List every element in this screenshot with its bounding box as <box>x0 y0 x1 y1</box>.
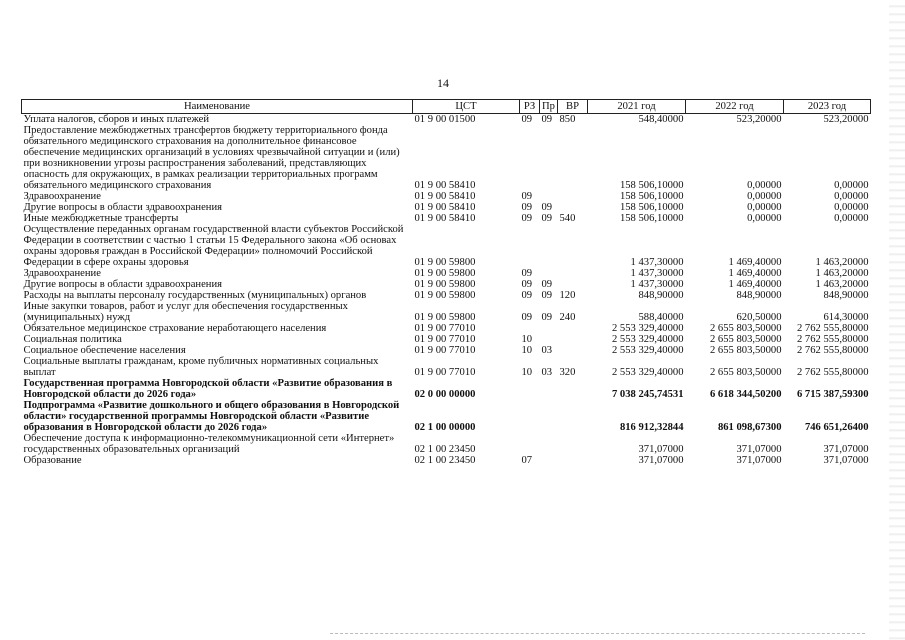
row-subsection: 09 <box>541 312 553 323</box>
row-name: Здравоохранение <box>23 268 101 279</box>
row-expense-type <box>558 433 588 455</box>
row-subsection <box>540 268 558 279</box>
row-expense-type <box>558 345 588 356</box>
row-value-2023: 371,07000 <box>823 455 869 466</box>
row-section <box>520 224 540 268</box>
row-expense-type <box>558 202 588 213</box>
row-code: 01 9 00 58410 <box>414 191 476 202</box>
row-expense-type: 850 <box>559 114 576 125</box>
row-name: Иные межбюджетные трансферты <box>23 213 179 224</box>
row-code: 01 9 00 77010 <box>414 345 476 356</box>
table-row <box>22 400 871 433</box>
row-value-2021: 158 506,10000 <box>619 191 684 202</box>
row-value-2021: 371,07000 <box>638 444 684 455</box>
row-section: 09 <box>521 312 533 323</box>
row-value-2023: 2 762 555,80000 <box>796 334 869 345</box>
row-section <box>520 323 540 334</box>
row-value-2022: 0,00000 <box>747 180 782 191</box>
row-name: Социальное обеспечение населения <box>23 345 186 356</box>
row-subsection <box>540 191 558 202</box>
row-value-2023: 2 762 555,80000 <box>796 323 869 334</box>
row-value-2022: 848,90000 <box>736 290 782 301</box>
row-subsection: 09 <box>541 279 553 290</box>
table-row <box>22 455 871 466</box>
row-code: 02 1 00 00000 <box>414 422 476 433</box>
row-value-2023: 746 651,26400 <box>804 422 869 433</box>
row-expense-type <box>558 125 588 191</box>
row-code: 01 9 00 59800 <box>414 268 476 279</box>
table-row <box>22 191 871 202</box>
row-name: Социальные выплаты гражданам, кроме публичных нормативных социальных выплат <box>23 356 379 378</box>
row-subsection <box>540 334 558 345</box>
row-expense-type <box>558 224 588 268</box>
row-section: 10 <box>521 334 533 345</box>
row-subsection: 09 <box>541 202 553 213</box>
row-value-2021: 158 506,10000 <box>619 213 684 224</box>
row-name: Здравоохранение <box>23 191 101 202</box>
row-value-2023: 2 762 555,80000 <box>796 367 869 378</box>
row-value-2023: 0,00000 <box>834 202 869 213</box>
row-value-2021: 2 553 329,40000 <box>611 323 684 334</box>
row-value-2021: 7 038 245,74531 <box>611 389 684 400</box>
row-section: 10 <box>521 367 533 378</box>
row-expense-type <box>558 455 588 466</box>
row-value-2021: 158 506,10000 <box>619 180 684 191</box>
row-subsection: 03 <box>541 345 553 356</box>
row-value-2023: 1 463,20000 <box>815 257 869 268</box>
row-section: 09 <box>521 213 533 224</box>
row-value-2021: 1 437,30000 <box>630 279 684 290</box>
row-subsection <box>540 433 558 455</box>
header-subsection: Пр <box>540 100 558 114</box>
table-row <box>22 202 871 213</box>
table-body <box>22 114 871 467</box>
row-name: Подпрограмма «Развитие дошкольного и общего образования в Новгородской области» государственной программы Новгородской области «Развитие образования в Новгородской области до 2026 года» <box>23 400 400 433</box>
row-value-2022: 371,07000 <box>736 444 782 455</box>
row-name: Обязательное медицинское страхование неработающего населения <box>23 323 327 334</box>
table-row <box>22 334 871 345</box>
row-value-2023: 0,00000 <box>834 191 869 202</box>
row-name: Государственная программа Новгородской области «Развитие образования в Новгородской области до 2026 года» <box>23 378 393 400</box>
scan-bottom-artifact <box>330 633 865 634</box>
table-row <box>22 378 871 400</box>
header-name: Наименование <box>22 100 413 114</box>
row-subsection: 03 <box>541 367 553 378</box>
row-value-2022: 371,07000 <box>736 455 782 466</box>
row-value-2021: 2 553 329,40000 <box>611 367 684 378</box>
table-row <box>22 224 871 268</box>
row-name: Осуществление переданных органам государственной власти субъектов Российской Федерации в соответствии с частью 1 статьи 15 Федерального закона «Об основах охраны здоровья граждан в Российской Федерации» полномочий Российской Федерации в сфере охраны здоровья <box>23 224 404 268</box>
row-code: 01 9 00 59800 <box>414 257 476 268</box>
row-code: 01 9 00 77010 <box>414 334 476 345</box>
row-subsection <box>540 323 558 334</box>
row-name: Уплата налогов, сборов и иных платежей <box>23 114 210 125</box>
table-row <box>22 301 871 323</box>
scan-edge-artifact <box>889 0 905 640</box>
row-value-2021: 2 553 329,40000 <box>611 345 684 356</box>
row-subsection <box>540 378 558 400</box>
row-name: Обеспечение доступа к информационно-телекоммуникационной сети «Интернет» государственных образовательных организаций <box>23 433 395 455</box>
row-value-2022: 0,00000 <box>747 213 782 224</box>
row-code: 01 9 00 58410 <box>414 180 476 191</box>
row-name: Образование <box>23 455 82 466</box>
row-subsection <box>540 455 558 466</box>
row-subsection <box>540 224 558 268</box>
table-row <box>22 323 871 334</box>
row-value-2023: 0,00000 <box>834 213 869 224</box>
row-value-2023: 2 762 555,80000 <box>796 345 869 356</box>
row-value-2021: 816 912,32844 <box>619 422 684 433</box>
row-code: 02 0 00 00000 <box>414 389 476 400</box>
row-code: 01 9 00 77010 <box>414 323 476 334</box>
row-value-2022: 620,50000 <box>736 312 782 323</box>
row-value-2023: 6 715 387,59300 <box>796 389 869 400</box>
header-code: ЦСТ <box>413 100 520 114</box>
table-row <box>22 356 871 378</box>
row-value-2023: 371,07000 <box>823 444 869 455</box>
row-value-2021: 588,40000 <box>638 312 684 323</box>
row-subsection <box>540 400 558 433</box>
row-code: 02 1 00 23450 <box>414 444 476 455</box>
row-value-2021: 848,90000 <box>638 290 684 301</box>
row-name: Иные закупки товаров, работ и услуг для обеспечения государственных (муниципальных) нужд <box>23 301 348 323</box>
header-2022: 2022 год <box>686 100 784 114</box>
row-code: 01 9 00 01500 <box>414 114 476 125</box>
table-row <box>22 213 871 224</box>
row-name: Другие вопросы в области здравоохранения <box>23 202 222 213</box>
row-code: 02 1 00 23450 <box>414 455 476 466</box>
row-section <box>520 378 540 400</box>
table-row <box>22 279 871 290</box>
row-section: 09 <box>521 279 533 290</box>
row-section <box>520 433 540 455</box>
row-value-2022: 1 469,40000 <box>728 279 782 290</box>
row-value-2023: 523,20000 <box>823 114 869 125</box>
row-value-2022: 0,00000 <box>747 191 782 202</box>
row-section: 09 <box>521 290 533 301</box>
row-value-2023: 848,90000 <box>823 290 869 301</box>
table-row <box>22 345 871 356</box>
row-expense-type <box>558 334 588 345</box>
table-row <box>22 114 871 126</box>
row-expense-type: 320 <box>559 367 576 378</box>
row-subsection: 09 <box>541 114 553 125</box>
row-section: 10 <box>521 345 533 356</box>
row-code: 01 9 00 59800 <box>414 312 476 323</box>
row-section: 07 <box>521 455 533 466</box>
row-value-2021: 371,07000 <box>638 455 684 466</box>
header-section: РЗ <box>520 100 540 114</box>
row-subsection <box>540 125 558 191</box>
row-value-2022: 2 655 803,50000 <box>709 334 782 345</box>
page-number: 14 <box>437 76 449 90</box>
table-row <box>22 268 871 279</box>
row-expense-type <box>558 191 588 202</box>
row-value-2023: 614,30000 <box>823 312 869 323</box>
row-section: 09 <box>521 268 533 279</box>
row-code: 01 9 00 58410 <box>414 213 476 224</box>
table-row <box>22 290 871 301</box>
row-subsection: 09 <box>541 290 553 301</box>
row-value-2023: 1 463,20000 <box>815 268 869 279</box>
row-value-2022: 2 655 803,50000 <box>709 345 782 356</box>
row-section <box>520 400 540 433</box>
row-value-2021: 158 506,10000 <box>619 202 684 213</box>
row-code: 01 9 00 59800 <box>414 290 476 301</box>
header-2023: 2023 год <box>784 100 871 114</box>
row-expense-type <box>558 268 588 279</box>
row-code: 01 9 00 77010 <box>414 367 476 378</box>
row-section: 09 <box>521 191 533 202</box>
table-row <box>22 125 871 191</box>
budget-table <box>21 99 871 466</box>
row-value-2023: 1 463,20000 <box>815 279 869 290</box>
row-value-2022: 1 469,40000 <box>728 257 782 268</box>
row-expense-type <box>558 279 588 290</box>
row-expense-type <box>558 323 588 334</box>
row-expense-type: 120 <box>559 290 576 301</box>
row-section: 09 <box>521 114 533 125</box>
row-expense-type <box>558 378 588 400</box>
row-code: 01 9 00 58410 <box>414 202 476 213</box>
row-value-2022: 861 098,67300 <box>717 422 782 433</box>
row-value-2023: 0,00000 <box>834 180 869 191</box>
row-expense-type: 240 <box>559 312 576 323</box>
row-code: 01 9 00 59800 <box>414 279 476 290</box>
table-header <box>22 100 871 114</box>
row-value-2021: 2 553 329,40000 <box>611 334 684 345</box>
header-2021: 2021 год <box>588 100 686 114</box>
row-value-2021: 548,40000 <box>638 114 684 125</box>
row-value-2021: 1 437,30000 <box>630 268 684 279</box>
row-section <box>520 125 540 191</box>
row-expense-type <box>558 400 588 433</box>
row-subsection: 09 <box>541 213 553 224</box>
row-expense-type: 540 <box>559 213 576 224</box>
table-row <box>22 433 871 455</box>
row-name: Предоставление межбюджетных трансфертов бюджету территориального фонда обязательного медицинского страхования на дополнительное финансовое обеспечение медицинских организаций в условиях чрезвычайной ситуации и (или) при возникновении угрозы распространения заболеваний, представляющих опасность для окружающих, в рамках реализации территориальных программ обязательного медицинского страхования <box>23 125 400 191</box>
row-value-2022: 1 469,40000 <box>728 268 782 279</box>
row-value-2022: 6 618 344,50200 <box>709 389 782 400</box>
row-name: Другие вопросы в области здравоохранения <box>23 279 222 290</box>
row-value-2021: 1 437,30000 <box>630 257 684 268</box>
row-value-2022: 2 655 803,50000 <box>709 367 782 378</box>
row-value-2022: 0,00000 <box>747 202 782 213</box>
header-expense-type: ВР <box>558 100 588 114</box>
row-value-2022: 2 655 803,50000 <box>709 323 782 334</box>
row-name: Социальная политика <box>23 334 122 345</box>
row-name: Расходы на выплаты персоналу государственных (муниципальных) органов <box>23 290 367 301</box>
row-value-2022: 523,20000 <box>736 114 782 125</box>
row-section: 09 <box>521 202 533 213</box>
